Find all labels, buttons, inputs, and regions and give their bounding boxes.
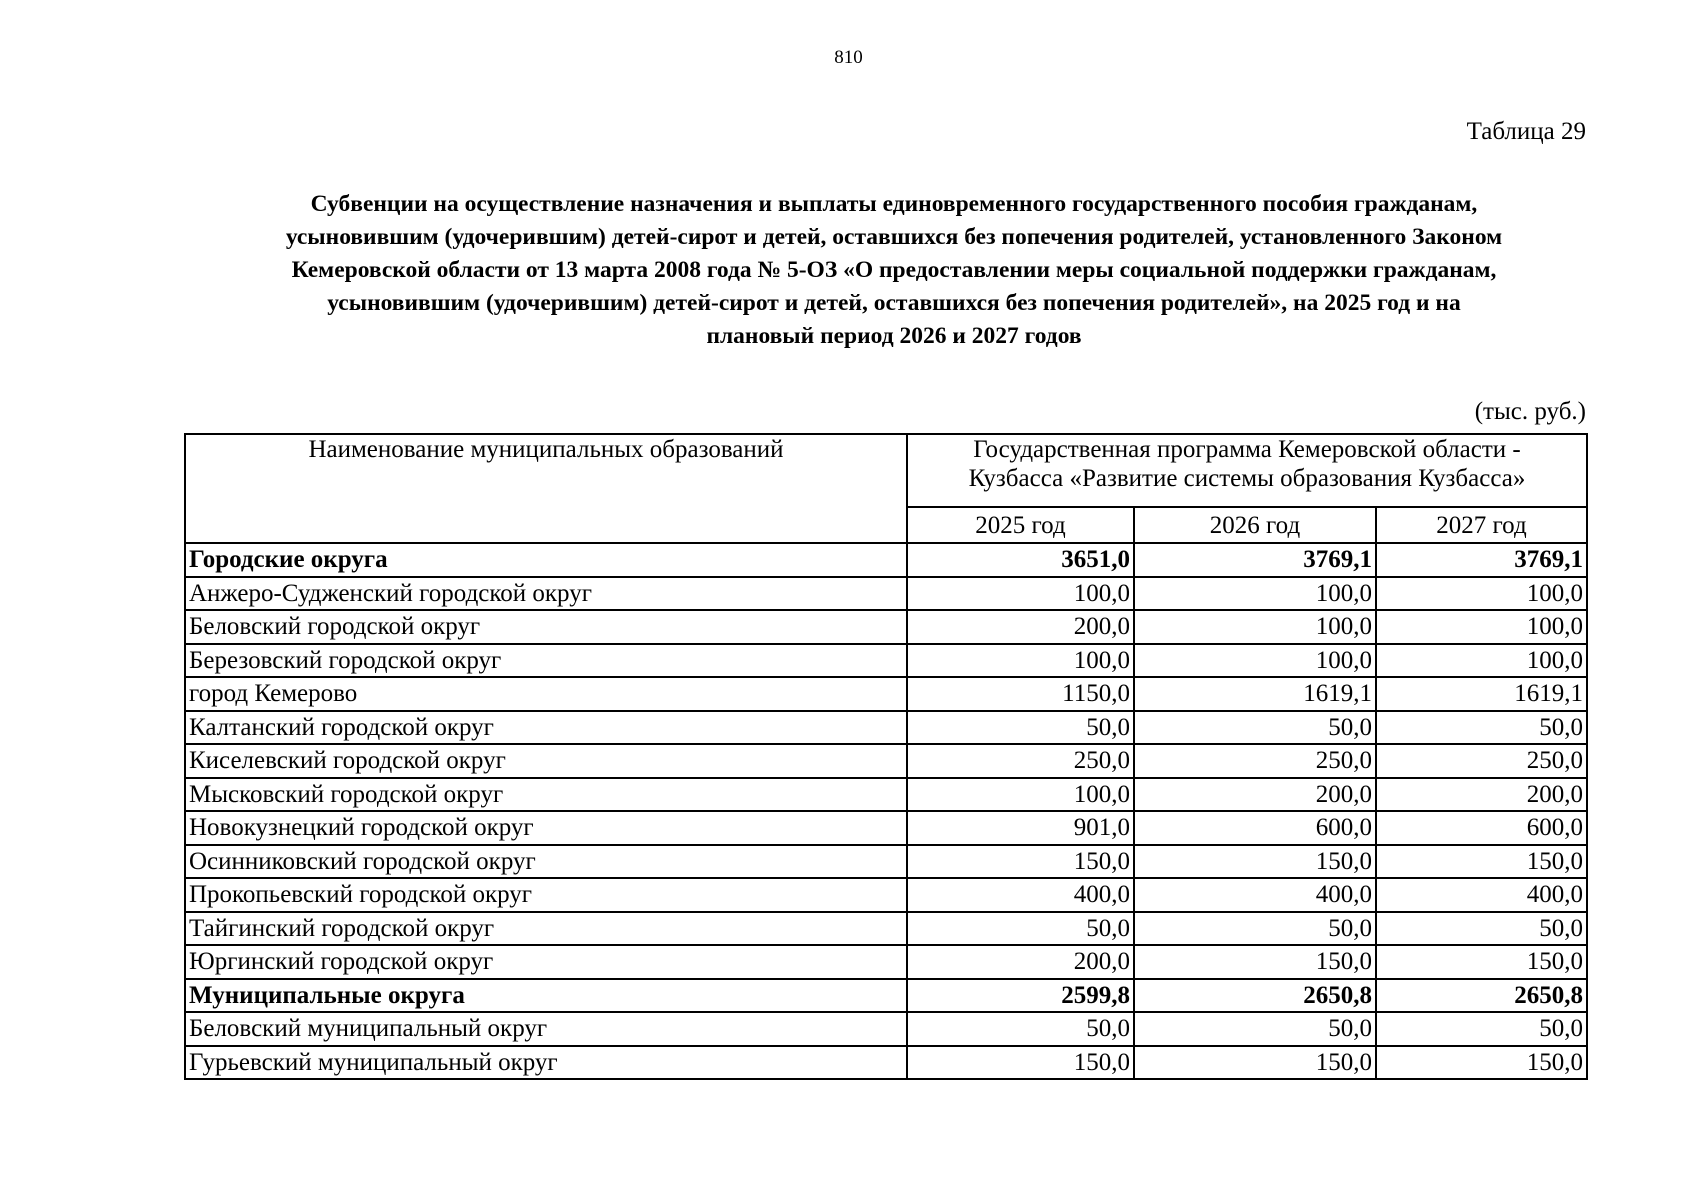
cell-name: Беловский городской округ (185, 610, 907, 644)
table-row (185, 945, 1587, 979)
cell-name: Березовский городской округ (185, 644, 907, 678)
cell-2027: 150,0 (1376, 1046, 1587, 1080)
units-label: (тыс. руб.) (1474, 398, 1586, 425)
cell-2025: 1150,0 (907, 677, 1134, 711)
cell-name: Анжеро-Судженский городской округ (185, 577, 907, 611)
cell-2025: 901,0 (907, 811, 1134, 845)
title-line: плановый период 2026 и 2027 годов (706, 323, 1082, 349)
cell-2027: 1619,1 (1376, 677, 1587, 711)
column-header-2027: 2027 год (1376, 507, 1587, 543)
cell-2026: 100,0 (1134, 610, 1376, 644)
cell-2027: 600,0 (1376, 811, 1587, 845)
cell-2027: 150,0 (1376, 845, 1587, 879)
cell-2027: 400,0 (1376, 878, 1587, 912)
cell-2026: 50,0 (1134, 912, 1376, 946)
cell-2027: 200,0 (1376, 778, 1587, 812)
cell-2027: 50,0 (1376, 1012, 1587, 1046)
table-body (185, 543, 1587, 1079)
cell-name: Новокузнецкий городской округ (185, 811, 907, 845)
title-line: усыновившим (удочерившим) детей-сирот и детей, оставшихся без попечения родителей», на 2025 год и на (327, 290, 1461, 316)
column-header-name: Наименование муниципальных образований (185, 434, 907, 543)
cell-2026: 150,0 (1134, 945, 1376, 979)
cell-name: Юргинский городской округ (185, 945, 907, 979)
cell-2025: 200,0 (907, 945, 1134, 979)
column-header-2025: 2025 год (907, 507, 1134, 543)
cell-name: Мысковский городской округ (185, 778, 907, 812)
table-row (185, 577, 1587, 611)
cell-2026: 2650,8 (1134, 979, 1376, 1013)
table-row (185, 1046, 1587, 1080)
cell-name: Тайгинский городской округ (185, 912, 907, 946)
cell-2025: 150,0 (907, 845, 1134, 879)
cell-2025: 100,0 (907, 644, 1134, 678)
cell-2026: 600,0 (1134, 811, 1376, 845)
cell-2025: 2599,8 (907, 979, 1134, 1013)
cell-name: Прокопьевский городской округ (185, 878, 907, 912)
program-line: Кузбасса «Развитие системы образования Кузбасса» (968, 465, 1526, 492)
cell-name: Беловский муниципальный округ (185, 1012, 907, 1046)
cell-2025: 150,0 (907, 1046, 1134, 1080)
cell-2026: 50,0 (1134, 1012, 1376, 1046)
table-row (185, 677, 1587, 711)
cell-2025: 3651,0 (907, 543, 1134, 577)
cell-2026: 1619,1 (1134, 677, 1376, 711)
cell-2025: 200,0 (907, 610, 1134, 644)
table-row (185, 744, 1587, 778)
cell-name: Гурьевский муниципальный округ (185, 1046, 907, 1080)
cell-2026: 100,0 (1134, 577, 1376, 611)
column-header-2026: 2026 год (1134, 507, 1376, 543)
cell-2026: 150,0 (1134, 845, 1376, 879)
table-row (185, 644, 1587, 678)
cell-name: Городские округа (185, 543, 907, 577)
table-row (185, 711, 1587, 745)
cell-2026: 3769,1 (1134, 543, 1376, 577)
table-row (185, 1012, 1587, 1046)
cell-2026: 400,0 (1134, 878, 1376, 912)
cell-2027: 50,0 (1376, 912, 1587, 946)
cell-2027: 100,0 (1376, 610, 1587, 644)
cell-name: город Кемерово (185, 677, 907, 711)
cell-2027: 2650,8 (1376, 979, 1587, 1013)
title-line: Кемеровской области от 13 марта 2008 года № 5-ОЗ «О предоставлении меры социальной поддержки гражданам, (291, 257, 1497, 283)
subventions-table (184, 433, 1588, 1080)
title-line: усыновившим (удочерившим) детей-сирот и детей, оставшихся без попечения родителей, установленного Законом (285, 224, 1503, 250)
cell-2025: 400,0 (907, 878, 1134, 912)
cell-2027: 250,0 (1376, 744, 1587, 778)
cell-2027: 50,0 (1376, 711, 1587, 745)
cell-2026: 250,0 (1134, 744, 1376, 778)
table-row (185, 811, 1587, 845)
cell-2026: 200,0 (1134, 778, 1376, 812)
table-label: Таблица 29 (1466, 118, 1586, 145)
cell-2027: 100,0 (1376, 644, 1587, 678)
cell-2025: 50,0 (907, 1012, 1134, 1046)
cell-2025: 50,0 (907, 711, 1134, 745)
cell-2026: 150,0 (1134, 1046, 1376, 1080)
cell-2027: 100,0 (1376, 577, 1587, 611)
cell-2025: 100,0 (907, 577, 1134, 611)
group-row (185, 979, 1587, 1013)
group-row (185, 543, 1587, 577)
table-row (185, 778, 1587, 812)
cell-name: Калтанский городской округ (185, 711, 907, 745)
cell-2026: 100,0 (1134, 644, 1376, 678)
column-header-program (907, 434, 1587, 507)
table-row (185, 912, 1587, 946)
cell-name: Киселевский городской округ (185, 744, 907, 778)
document-title (195, 188, 1593, 353)
cell-name: Осинниковский городской округ (185, 845, 907, 879)
cell-name: Муниципальные округа (185, 979, 907, 1013)
title-line: Субвенции на осуществление назначения и выплаты единовременного государственного пособия гражданам, (310, 191, 1478, 217)
cell-2027: 150,0 (1376, 945, 1587, 979)
table-row (185, 878, 1587, 912)
cell-2025: 50,0 (907, 912, 1134, 946)
cell-2027: 3769,1 (1376, 543, 1587, 577)
cell-2026: 50,0 (1134, 711, 1376, 745)
program-line: Государственная программа Кемеровской области - (973, 436, 1521, 463)
cell-2025: 250,0 (907, 744, 1134, 778)
page-number: 810 (834, 47, 863, 68)
table-row (185, 845, 1587, 879)
cell-2025: 100,0 (907, 778, 1134, 812)
table-row (185, 610, 1587, 644)
